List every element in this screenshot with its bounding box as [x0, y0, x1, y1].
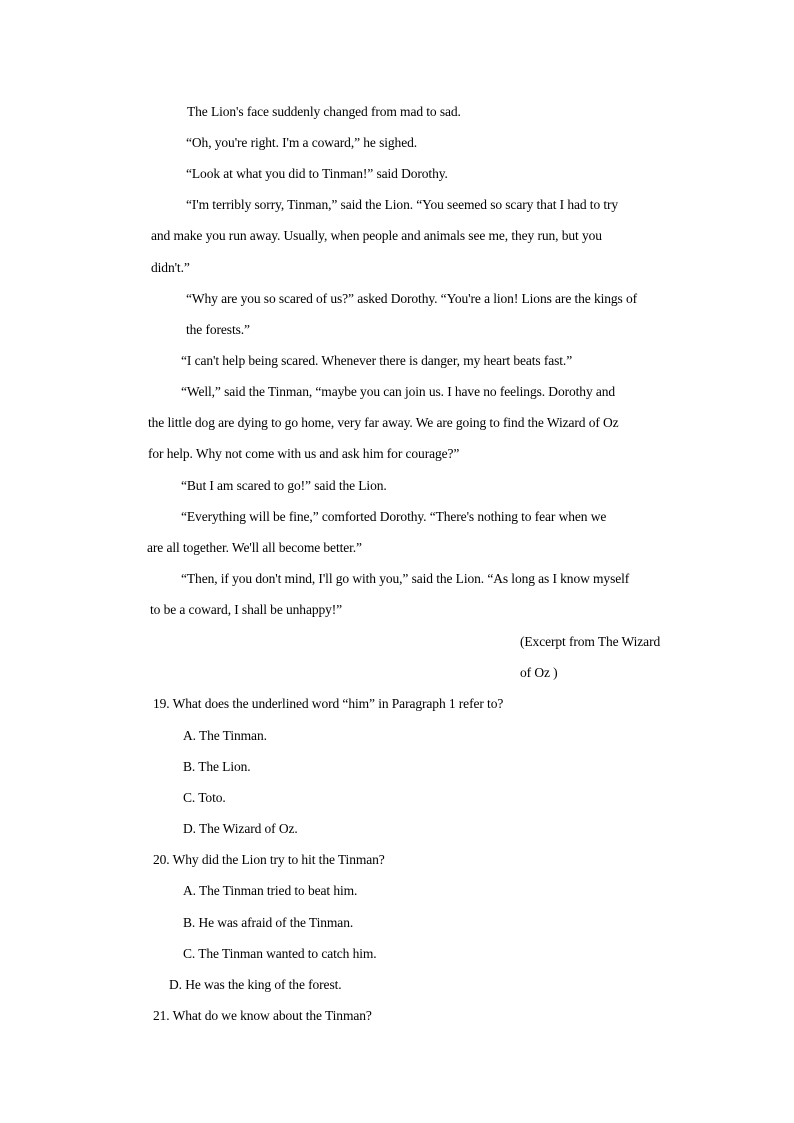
passage-line: “Oh, you're right. I'm a coward,” he sighed.: [186, 135, 418, 150]
passage-line: “I'm terribly sorry, Tinman,” said the Lion. “You seemed so scary that I had to try: [186, 197, 619, 212]
passage-line: didn't.”: [151, 260, 190, 275]
answer-option: D. The Wizard of Oz.: [183, 821, 298, 836]
answer-option: B. He was afraid of the Tinman.: [183, 915, 354, 930]
passage-line: to be a coward, I shall be unhappy!”: [150, 602, 343, 617]
passage-line: “Look at what you did to Tinman!” said Dorothy.: [186, 166, 448, 181]
answer-option: C. The Tinman wanted to catch him.: [183, 946, 377, 961]
answer-option: D. He was the king of the forest.: [169, 977, 342, 992]
passage-line: “Why are you so scared of us?” asked Dorothy. “You're a lion! Lions are the kings of: [186, 291, 638, 306]
question-stem: 21. What do we know about the Tinman?: [153, 1008, 372, 1023]
answer-option: A. The Tinman.: [183, 728, 267, 743]
passage-line: are all together. We'll all become better.”: [147, 540, 362, 555]
question-stem: 20. Why did the Lion try to hit the Tinman?: [153, 852, 385, 867]
passage-line: The Lion's face suddenly changed from mad to sad.: [187, 104, 461, 119]
passage-line: “I can't help being scared. Whenever there is danger, my heart beats fast.”: [181, 353, 573, 368]
passage-line: the forests.”: [186, 322, 250, 337]
passage-line: for help. Why not come with us and ask him for courage?”: [148, 446, 460, 461]
answer-option: C. Toto.: [183, 790, 226, 805]
source-citation: (Excerpt from The Wizard: [520, 634, 661, 649]
answer-option: A. The Tinman tried to beat him.: [183, 883, 358, 898]
passage-line: the little dog are dying to go home, very far away. We are going to find the Wizard of Oz: [148, 415, 619, 430]
answer-option: B. The Lion.: [183, 759, 251, 774]
passage-line: “But I am scared to go!” said the Lion.: [181, 478, 387, 493]
passage-line: “Then, if you don't mind, I'll go with you,” said the Lion. “As long as I know myself: [181, 571, 630, 586]
passage-line: “Everything will be fine,” comforted Dorothy. “There's nothing to fear when we: [181, 509, 607, 524]
source-citation: of Oz ): [520, 665, 558, 680]
passage-line: and make you run away. Usually, when people and animals see me, they run, but you: [151, 228, 602, 243]
question-stem: 19. What does the underlined word “him” in Paragraph 1 refer to?: [153, 696, 504, 711]
passage-line: “Well,” said the Tinman, “maybe you can join us. I have no feelings. Dorothy and: [181, 384, 616, 399]
